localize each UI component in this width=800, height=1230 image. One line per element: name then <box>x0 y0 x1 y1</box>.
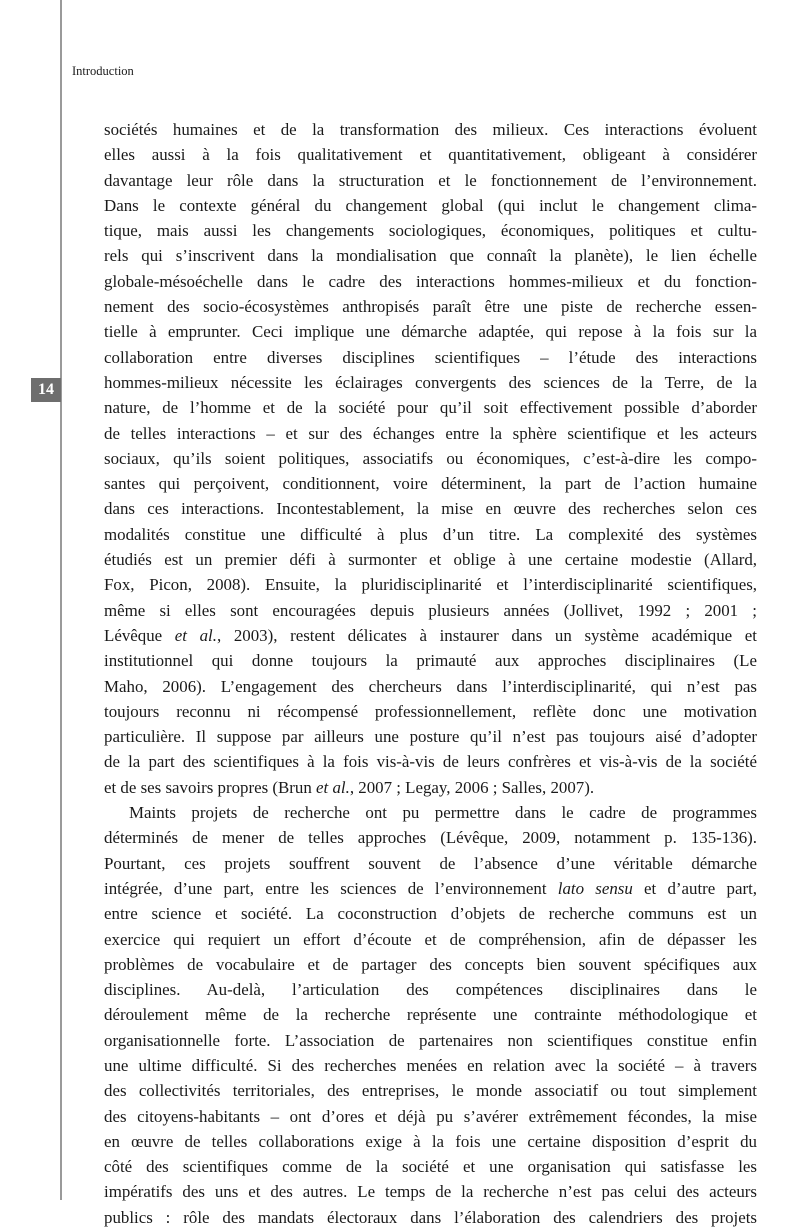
text-segment: problèmes de vocabulaire et de partager des concepts bien souvent spécifiques aux <box>104 954 757 974</box>
text-segment: tielle à emprunter. Ceci implique une démarche adaptée, qui repose à la fois sur la <box>104 322 757 342</box>
text-line <box>104 598 757 623</box>
text-segment: collaboration entre diverses disciplines scientifiques – l’étude des interactions <box>104 347 757 367</box>
text-line <box>104 800 757 825</box>
italic-text: et al. <box>316 777 350 797</box>
text-segment: Fox, Picon, 2008). Ensuite, la pluridisciplinarité et l’interdisciplinarité scientifiques, <box>104 575 757 595</box>
text-segment: de telles interactions – et sur des échanges entre la sphère scientifique et les acteurs <box>104 423 757 443</box>
text-segment: globale-mésoéchelle dans le cadre des interactions hommes-milieux et du fonction- <box>104 271 757 291</box>
text-segment: modalités constitue une difficulté à plus d’un titre. La complexité des systèmes <box>104 524 757 544</box>
text-line <box>104 1002 757 1027</box>
text-segment: même si elles sont encouragées depuis plusieurs années (Jollivet, 1992 ; 2001 ; <box>104 600 757 620</box>
text-line <box>104 749 757 774</box>
text-segment: Maho, 2006). L’engagement des chercheurs dans l’interdisciplinarité, qui n’est pas <box>104 676 757 696</box>
text-line <box>104 243 757 268</box>
text-segment: étudiés est un premier défi à surmonter et oblige à une certaine modestie (Allard, <box>104 550 757 570</box>
text-segment: Maints projets de recherche ont pu permettre dans le cadre de programmes <box>129 803 757 823</box>
text-line <box>104 142 757 167</box>
text-line <box>104 952 757 977</box>
text-line <box>104 193 757 218</box>
text-segment: entre science et société. La coconstruction d’objets de recherche communs est un <box>104 904 757 924</box>
italic-text: et al. <box>174 625 217 645</box>
text-line <box>104 294 757 319</box>
text-segment: des collectivités territoriales, des entreprises, le monde associatif ou tout simplement <box>104 1081 757 1101</box>
text-line <box>104 319 757 344</box>
text-segment: sociaux, qu’ils soient politiques, associatifs ou économiques, c’est-à-dire les compo- <box>104 448 757 468</box>
text-segment: disciplines. Au-delà, l’articulation des compétences disciplinaires dans le <box>104 980 757 1000</box>
text-line <box>104 623 757 648</box>
text-line <box>104 825 757 850</box>
text-line <box>104 1078 757 1103</box>
text-segment: intégrée, d’une part, entre les sciences de l’environnement <box>104 878 558 898</box>
page-number: 14 <box>31 378 61 402</box>
text-line <box>104 1154 757 1179</box>
text-segment: des citoyens-habitants – ont d’ores et déjà pu s’avérer extrêmement fécondes, la mise <box>104 1106 757 1126</box>
text-line <box>104 851 757 876</box>
running-head: Introduction <box>72 64 134 78</box>
text-segment: tique, mais aussi les changements sociologiques, économiques, politiques et cultu- <box>104 221 757 241</box>
text-segment: publics : rôle des mandats électoraux dans l’élaboration des calendriers des projets <box>104 1207 757 1227</box>
margin-rule <box>60 0 62 1200</box>
text-segment: déroulement même de la recherche représente une contrainte méthodologique et <box>104 1005 757 1025</box>
text-segment: organisationnelle forte. L’association de partenaires non scientifiques constitue enfin <box>104 1030 757 1050</box>
text-segment: en œuvre de telles collaborations exige à la fois une certaine disposition d’esprit du <box>104 1131 757 1151</box>
text-line <box>104 724 757 749</box>
text-line <box>104 901 757 926</box>
text-line <box>104 168 757 193</box>
text-segment: davantage leur rôle dans la structuration et le fonctionnement de l’environnement. <box>104 170 757 190</box>
text-line <box>104 648 757 673</box>
text-segment: déterminés de mener de telles approches (Lévêque, 2009, notamment p. 135-136). <box>104 828 757 848</box>
text-line <box>104 674 757 699</box>
text-segment: impératifs des uns et des autres. Le temps de la recherche n’est pas celui des acteurs <box>104 1182 757 1202</box>
text-segment: de la part des scientifiques à la fois vis-à-vis de leurs confrères et vis-à-vis de la société <box>104 752 757 772</box>
text-line <box>104 977 757 1002</box>
text-line <box>104 395 757 420</box>
text-line <box>104 1028 757 1053</box>
text-segment: nature, de l’homme et de la société pour qu’il soit effectivement possible d’aborder <box>104 398 757 418</box>
text-line <box>104 471 757 496</box>
text-line <box>104 876 757 901</box>
text-line <box>104 775 757 800</box>
italic-text: lato sensu <box>557 878 633 898</box>
text-line <box>104 927 757 952</box>
text-segment: exercice qui requiert un effort d’écoute et de compréhension, afin de dépasser les <box>104 929 757 949</box>
text-line <box>104 1053 757 1078</box>
text-line <box>104 699 757 724</box>
text-line <box>104 547 757 572</box>
text-line <box>104 446 757 471</box>
text-segment: hommes-milieux nécessite les éclairages convergents des sciences de la Terre, de la <box>104 372 757 392</box>
text-segment: sociétés humaines et de la transformation des milieux. Ces interactions évoluent <box>104 120 757 139</box>
text-line <box>104 572 757 597</box>
text-segment: nement des socio-écosystèmes anthropisés paraît être une piste de recherche essen- <box>104 297 757 317</box>
text-segment: côté des scientifiques comme de la société et une organisation qui satisfasse les <box>104 1157 757 1177</box>
text-segment: institutionnel qui donne toujours la primauté aux approches disciplinaires (Le <box>104 651 757 671</box>
text-segment: toujours reconnu ni récompensé professionnellement, reflète donc une motivation <box>104 701 757 721</box>
text-line <box>104 522 757 547</box>
text-segment: et d’autre part, <box>632 878 757 898</box>
text-segment: elles aussi à la fois qualitativement et quantitativement, obligeant à considérer <box>104 145 757 165</box>
text-line <box>104 345 757 370</box>
text-line <box>104 370 757 395</box>
text-line <box>104 1104 757 1129</box>
text-line <box>104 1179 757 1204</box>
text-segment: Dans le contexte général du changement global (qui inclut le changement clima- <box>104 195 757 215</box>
text-line <box>104 269 757 294</box>
text-segment: santes qui perçoivent, conditionnent, voire déterminent, la part de l’action humaine <box>104 474 757 494</box>
text-segment: Pourtant, ces projets souffrent souvent de l’absence d’une véritable démarche <box>104 853 757 873</box>
text-line <box>104 117 757 142</box>
text-segment: particulière. Il suppose par ailleurs une posture qu’il n’est pas toujours aisé d’adopter <box>104 727 757 747</box>
text-line <box>104 1205 757 1230</box>
text-segment: , 2003), restent délicates à instaurer dans un système académique et <box>216 625 757 645</box>
text-line <box>104 1129 757 1154</box>
text-segment: et de ses savoirs propres (Brun <box>104 777 317 797</box>
text-segment: une ultime difficulté. Si des recherches menées en relation avec la société – à travers <box>104 1055 757 1075</box>
text-segment: dans ces interactions. Incontestablement, la mise en œuvre des recherches selon ces <box>104 499 757 519</box>
text-line <box>104 421 757 446</box>
text-segment: , 2007 ; Legay, 2006 ; Salles, 2007). <box>349 777 595 797</box>
body-text <box>104 117 757 1230</box>
text-segment: rels qui s’inscrivent dans la mondialisation que connaît la planète), le lien échelle <box>104 246 757 266</box>
text-line <box>104 218 757 243</box>
text-line <box>104 496 757 521</box>
text-segment: Lévêque <box>104 625 175 645</box>
